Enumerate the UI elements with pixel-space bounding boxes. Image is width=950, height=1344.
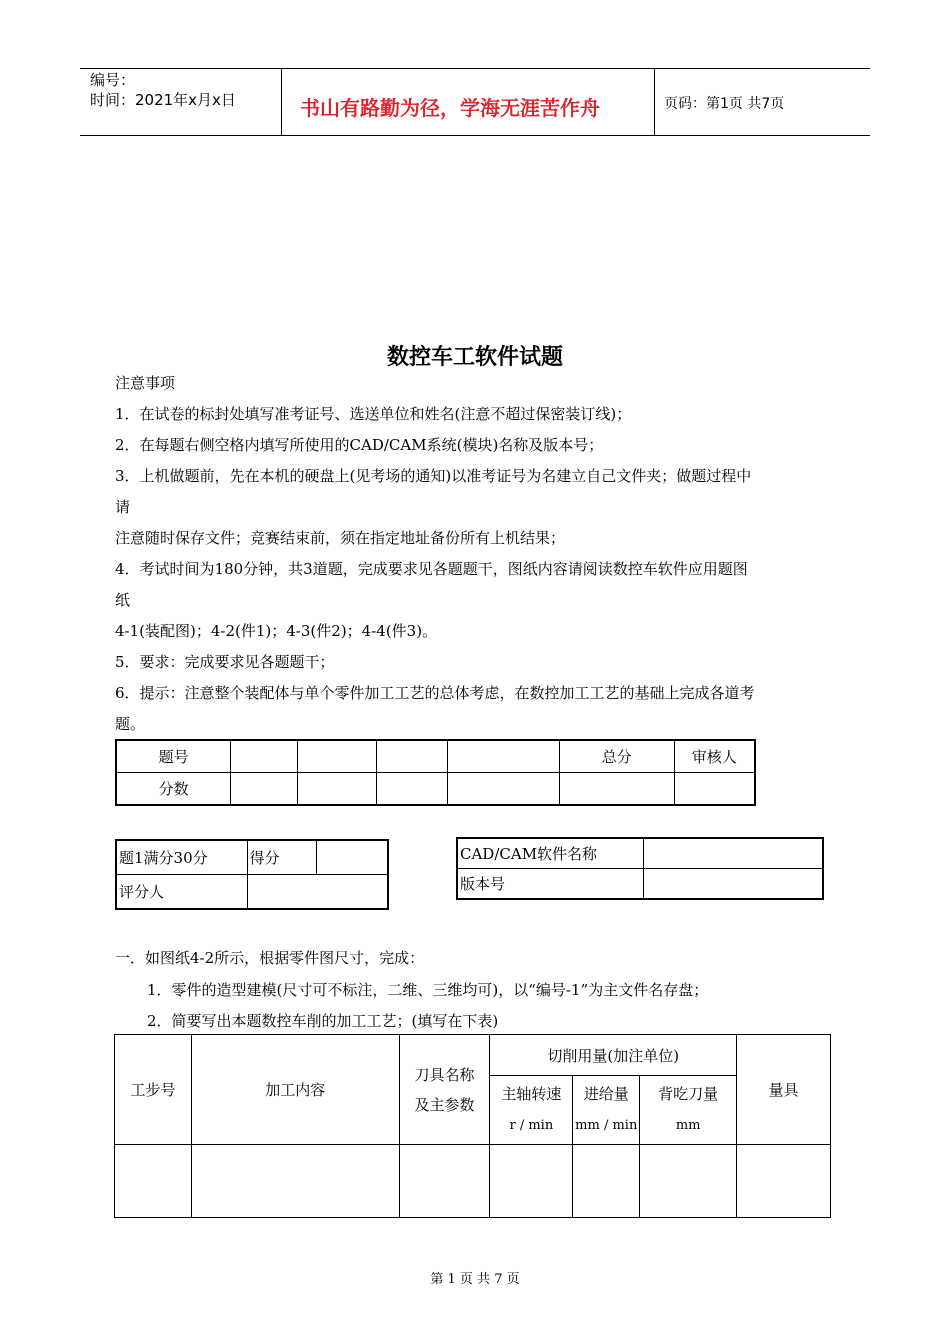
score-label: 得分 bbox=[247, 840, 316, 875]
table-cell: 题号 bbox=[116, 740, 231, 773]
table-cell: 审核人 bbox=[674, 740, 755, 773]
page-info: 页码：第1页 共7页 bbox=[664, 96, 785, 112]
software-name-field[interactable] bbox=[643, 838, 823, 869]
notice-line: 注意随时保存文件；竞赛结束前，须在指定地址备份所有上机结果； bbox=[115, 529, 566, 547]
page-footer: 第 1 页 共 7 页 bbox=[430, 1272, 520, 1287]
notice-heading: 注意事项 bbox=[115, 374, 176, 392]
spindle-unit: r / min bbox=[509, 1118, 554, 1133]
table-cell: 分数 bbox=[116, 773, 231, 806]
table-row bbox=[116, 840, 388, 875]
table-cell[interactable] bbox=[559, 773, 674, 806]
spindle-header bbox=[490, 1076, 573, 1145]
feed-header bbox=[573, 1076, 640, 1145]
table-row bbox=[115, 1035, 831, 1076]
time-label: 时间：2021年x月x日 bbox=[90, 91, 236, 109]
table-cell[interactable] bbox=[573, 1145, 640, 1218]
notice-line: 纸 bbox=[115, 591, 131, 609]
table-row bbox=[116, 773, 755, 806]
table-cell[interactable] bbox=[737, 1145, 831, 1218]
table-cell[interactable] bbox=[674, 773, 755, 806]
header-bottom-rule bbox=[80, 135, 870, 136]
table-cell[interactable] bbox=[231, 773, 298, 806]
version-field[interactable] bbox=[643, 869, 823, 900]
table-cell[interactable] bbox=[376, 740, 447, 773]
number-label: 编号： bbox=[90, 71, 136, 89]
notice-line: 6．提示：注意整个装配体与单个零件加工工艺的总体考虑，在数控加工工艺的基础上完成各道考 bbox=[115, 684, 755, 702]
table-cell[interactable] bbox=[447, 773, 559, 806]
tool-header-line: 及主参数 bbox=[414, 1095, 475, 1114]
notice-line: 4．考试时间为180分钟，共3道题，完成要求见各题题干，图纸内容请阅读数控车软件应用题图 bbox=[115, 560, 748, 578]
table-cell[interactable] bbox=[447, 740, 559, 773]
score-table bbox=[115, 739, 756, 806]
table-row bbox=[457, 838, 823, 869]
table-cell[interactable] bbox=[376, 773, 447, 806]
section-heading: 一．如图纸4-2所示，根据零件图尺寸，完成： bbox=[115, 949, 425, 967]
feed-label: 进给量 bbox=[583, 1085, 629, 1103]
content-header: 加工内容 bbox=[191, 1035, 399, 1145]
table-row bbox=[115, 1145, 831, 1218]
score-field[interactable] bbox=[316, 840, 388, 875]
depth-header bbox=[640, 1076, 737, 1145]
notice-line: 5．要求：完成要求见各题题干； bbox=[115, 653, 335, 671]
process-table bbox=[114, 1034, 831, 1218]
grader-label: 评分人 bbox=[116, 875, 247, 910]
full-score-label: 题1满分30分 bbox=[116, 840, 247, 875]
table-cell: 总分 bbox=[559, 740, 674, 773]
notice-line: 请 bbox=[115, 498, 131, 516]
notice-line: 4-1(装配图)；4-2(件1)；4-3(件2)；4-4(件3)。 bbox=[115, 622, 438, 640]
table-cell[interactable] bbox=[297, 773, 376, 806]
tool-header-line: 刀具名称 bbox=[414, 1065, 475, 1084]
table-cell[interactable] bbox=[640, 1145, 737, 1218]
depth-unit: mm bbox=[675, 1118, 701, 1133]
table-row bbox=[116, 875, 388, 910]
table-cell[interactable] bbox=[297, 740, 376, 773]
grader-field[interactable] bbox=[247, 875, 388, 910]
page-title: 数控车工软件试题 bbox=[386, 345, 563, 370]
version-label: 版本号 bbox=[457, 869, 643, 900]
cad-software-table bbox=[456, 837, 824, 900]
feed-unit: mm / min bbox=[575, 1118, 638, 1133]
step-header: 工步号 bbox=[115, 1035, 192, 1145]
tool-header bbox=[399, 1035, 490, 1145]
notice-line: 3．上机做题前，先在本机的硬盘上(见考场的通知)以准考证号为名建立自己文件夹；做题过程中 bbox=[115, 467, 752, 485]
header-divider bbox=[281, 68, 282, 135]
header-top-rule bbox=[80, 68, 870, 69]
section-item: 1．零件的造型建模(尺寸可不标注，二维、三维均可)，以“编号-1”为主文件名存盘； bbox=[147, 981, 709, 999]
notice-line: 2．在每题右侧空格内填写所使用的CAD/CAM系统(模块)名称及版本号； bbox=[115, 436, 604, 454]
section-item: 2．简要写出本题数控车削的加工工艺；(填写在下表) bbox=[147, 1012, 499, 1030]
cutting-header: 切削用量(加注单位) bbox=[490, 1035, 737, 1076]
table-cell[interactable] bbox=[191, 1145, 399, 1218]
header-info bbox=[90, 70, 236, 110]
depth-label: 背吃刀量 bbox=[658, 1085, 719, 1103]
question1-score-table bbox=[115, 839, 389, 910]
table-row bbox=[457, 869, 823, 900]
table-cell[interactable] bbox=[115, 1145, 192, 1218]
gauge-header: 量具 bbox=[737, 1035, 831, 1145]
software-name-label: CAD/CAM软件名称 bbox=[457, 838, 643, 869]
header-motto: 书山有路勤为径，学海无涯苦作舟 bbox=[300, 96, 600, 120]
table-row bbox=[116, 740, 755, 773]
spindle-label: 主轴转速 bbox=[501, 1085, 562, 1103]
notice-line: 1．在试卷的标封处填写准考证号、选送单位和姓名(注意不超过保密装订线)； bbox=[115, 405, 632, 423]
table-cell[interactable] bbox=[490, 1145, 573, 1218]
notice-line: 题。 bbox=[115, 715, 146, 733]
table-cell[interactable] bbox=[399, 1145, 490, 1218]
header-divider bbox=[654, 68, 655, 135]
table-cell[interactable] bbox=[231, 740, 298, 773]
